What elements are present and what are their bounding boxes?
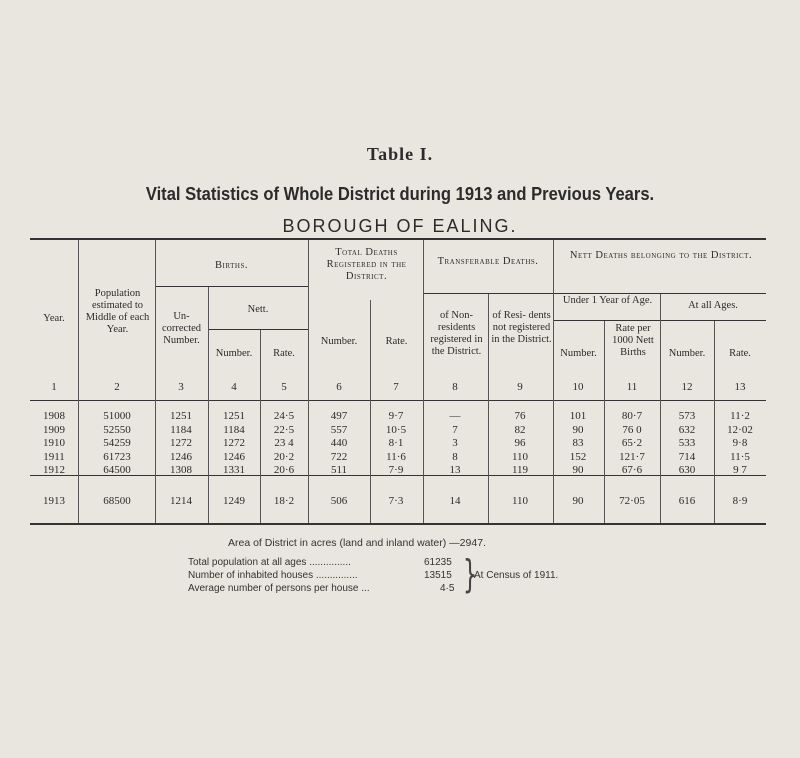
table-row-1910-col-10: 83: [572, 437, 584, 449]
table-row-1912-col-12: 630: [678, 464, 696, 476]
table-subtitle: Vital Statistics of Whole District during 1913 and Previous Years.: [145, 184, 655, 204]
header-total-deaths: Total Deaths Registered in the District.: [326, 247, 407, 282]
table-row-1913-col-5: 18·2: [273, 495, 295, 507]
header-deaths-number: Number.: [320, 336, 358, 347]
header-transferable: Transferable Deaths.: [437, 256, 539, 267]
table-row-1911-col-7: 11·6: [386, 450, 406, 463]
header-all-ages-number: Number.: [668, 348, 706, 359]
total-population-label: Total population at all ages ...............: [188, 557, 351, 568]
table-row-1911-col-2: 61723: [103, 450, 131, 463]
table-row-1909-col-5: 22·5: [273, 423, 295, 436]
table-row-1913-col-8: 14: [449, 495, 461, 507]
table-row-1912-col-1: 1912: [43, 464, 65, 476]
header-births-number: Number.: [215, 348, 253, 359]
table-row-1908-col-10: 101: [569, 410, 587, 422]
header-births: Births.: [215, 260, 248, 271]
table-row-1913-col-10: 90: [572, 495, 584, 507]
table-row-1909-col-10: 90: [572, 423, 584, 436]
table-row-1908-col-8: —: [449, 410, 461, 422]
table-row-1908-col-4: 1251: [223, 410, 245, 422]
table-row-1909-col-7: 10·5: [385, 423, 407, 436]
header-all-ages-rate: Rate.: [729, 348, 751, 359]
table-row-1910-col-13: 9·8: [732, 437, 748, 449]
table-row-1908-col-1: 1908: [43, 410, 65, 422]
table-row-1913-col-2: 68500: [103, 495, 131, 507]
table-row-1909-col-11: 76 0: [622, 423, 642, 436]
table-row-1912-col-6: 511: [330, 464, 348, 476]
table-row-1913-col-13: 8·9: [732, 495, 748, 507]
column-number-col-10: 10: [572, 381, 584, 393]
table-row-1910-col-7: 8·1: [388, 437, 404, 449]
table-row-1910-col-4: 1272: [223, 437, 245, 449]
table-row-1911-col-13: 11·5: [730, 450, 750, 463]
table-row-1908-col-6: 497: [330, 410, 348, 422]
table-row-1913-col-12: 616: [678, 495, 696, 507]
table-row-1909-col-2: 52550: [103, 423, 131, 436]
table-row-1912-col-7: 7·9: [388, 464, 404, 476]
table-row-1912-col-3: 1308: [170, 464, 192, 476]
table-row-1910-col-9: 96: [514, 437, 526, 449]
table-row-1908-col-5: 24·5: [273, 410, 295, 422]
district-area: Area of District in acres (land and inland water) —2947.: [228, 537, 486, 549]
persons-per-house-value: 4·5: [440, 583, 455, 594]
table-row-1912-col-5: 20·6: [273, 464, 295, 476]
table-row-1910-col-2: 54259: [103, 437, 131, 449]
column-number-col-2: 2: [114, 381, 120, 393]
table-title: Table I.: [366, 144, 434, 164]
table-row-1911-col-6: 722: [330, 450, 348, 463]
table-row-1909-col-8: 7: [452, 423, 458, 436]
column-number-col-5: 5: [281, 381, 287, 393]
table-row-1908-col-11: 80·7: [621, 410, 643, 422]
table-row-1911-col-8: 8: [452, 450, 458, 463]
total-population-value: 61235: [424, 557, 452, 568]
table-row-1908-col-3: 1251: [170, 410, 192, 422]
table-row-1911-col-10: 152: [569, 450, 587, 463]
table-row-1910-col-12: 533: [678, 437, 696, 449]
table-row-1913-col-4: 1249: [223, 495, 245, 507]
table-row-1909-col-4: 1184: [223, 423, 245, 436]
table-row-1911-col-9: 110: [511, 450, 529, 463]
table-row-1908-col-12: 573: [678, 410, 696, 422]
census-note: At Census of 1911.: [474, 570, 559, 581]
column-number-col-3: 3: [178, 381, 184, 393]
table-row-1912-col-4: 1331: [223, 464, 245, 476]
table-row-1911-col-12: 714: [678, 450, 696, 463]
column-number-col-1: 1: [51, 381, 57, 393]
table-row-1909-col-1: 1909: [43, 423, 65, 436]
table-row-1912-col-10: 90: [572, 464, 584, 476]
table-row-1910-col-6: 440: [330, 437, 348, 449]
column-number-col-12: 12: [681, 381, 693, 393]
header-births-rate: Rate.: [273, 348, 295, 359]
table-row-1911-col-5: 20·2: [273, 450, 295, 463]
table-row-1910-col-8: 3: [452, 437, 458, 449]
table-row-1908-col-2: 51000: [103, 410, 131, 422]
table-row-1909-col-6: 557: [330, 423, 348, 436]
column-number-col-11: 11: [626, 381, 638, 393]
header-year: Year.: [43, 313, 65, 324]
table-row-1911-col-4: 1246: [223, 450, 245, 463]
inhabited-houses-label: Number of inhabited houses ...............: [188, 570, 358, 581]
header-population: Population estimated to Middle of each Year.: [85, 288, 150, 335]
column-number-col-8: 8: [452, 381, 458, 393]
table-row-1910-col-3: 1272: [170, 437, 192, 449]
table-row-1909-col-12: 632: [678, 423, 696, 436]
census-brace: }: [462, 552, 478, 596]
table-row-1913-col-1: 1913: [43, 495, 65, 507]
table-row-1908-col-7: 9·7: [388, 410, 404, 422]
table-row-1912-col-11: 67·6: [621, 464, 643, 476]
header-under-one-number: Number.: [560, 348, 597, 359]
inhabited-houses-value: 13515: [424, 570, 452, 581]
header-deaths-rate: Rate.: [385, 336, 408, 347]
table-row-1911-col-1: 1911: [43, 450, 65, 463]
column-number-col-4: 4: [231, 381, 237, 393]
column-number-col-9: 9: [517, 381, 523, 393]
column-number-col-6: 6: [336, 381, 342, 393]
table-row-1909-col-13: 12·02: [727, 423, 753, 436]
table-row-1910-col-11: 65·2: [621, 437, 643, 449]
table-row-1913-col-3: 1214: [170, 495, 192, 507]
table-row-1911-col-3: 1246: [170, 450, 192, 463]
table-row-1910-col-5: 23 4: [274, 437, 294, 449]
table-row-1909-col-3: 1184: [170, 423, 192, 436]
persons-per-house-label: Average number of persons per house ...: [188, 583, 370, 594]
table-row-1913-col-9: 110: [511, 495, 529, 507]
table-row-1912-col-8: 13: [449, 464, 461, 476]
table-row-1913-col-7: 7·3: [388, 495, 404, 507]
header-rate-per-1000: Rate per 1000 Nett Births: [612, 323, 654, 358]
header-nett-deaths: Nett Deaths belonging to the District.: [569, 250, 753, 261]
table-row-1912-col-9: 119: [511, 464, 529, 476]
table-row-1911-col-11: 121·7: [619, 450, 645, 463]
table-row-1909-col-9: 82: [514, 423, 526, 436]
table-row-1912-col-2: 64500: [103, 464, 131, 476]
column-number-col-7: 7: [393, 381, 399, 393]
header-all-ages: At all Ages.: [688, 300, 738, 311]
table-row-1913-col-6: 506: [330, 495, 348, 507]
header-residents-not: of Resi- dents not registered in the District.: [491, 310, 552, 345]
table-row-1913-col-11: 72·05: [619, 495, 645, 507]
header-nett: Nett.: [247, 304, 269, 315]
table-row-1908-col-13: 11·2: [730, 410, 750, 422]
header-non-residents: of Non- residents registered in the District.: [430, 310, 483, 357]
table-row-1908-col-9: 76: [514, 410, 526, 422]
table-row-1910-col-1: 1910: [43, 437, 65, 449]
column-number-col-13: 13: [734, 381, 746, 393]
borough-heading: BOROUGH OF EALING.: [282, 216, 518, 236]
table-row-1912-col-13: 9 7: [733, 464, 747, 476]
header-uncorrected: Un- corrected Number.: [161, 311, 202, 346]
header-under-one: Under 1 Year of Age.: [562, 295, 653, 306]
